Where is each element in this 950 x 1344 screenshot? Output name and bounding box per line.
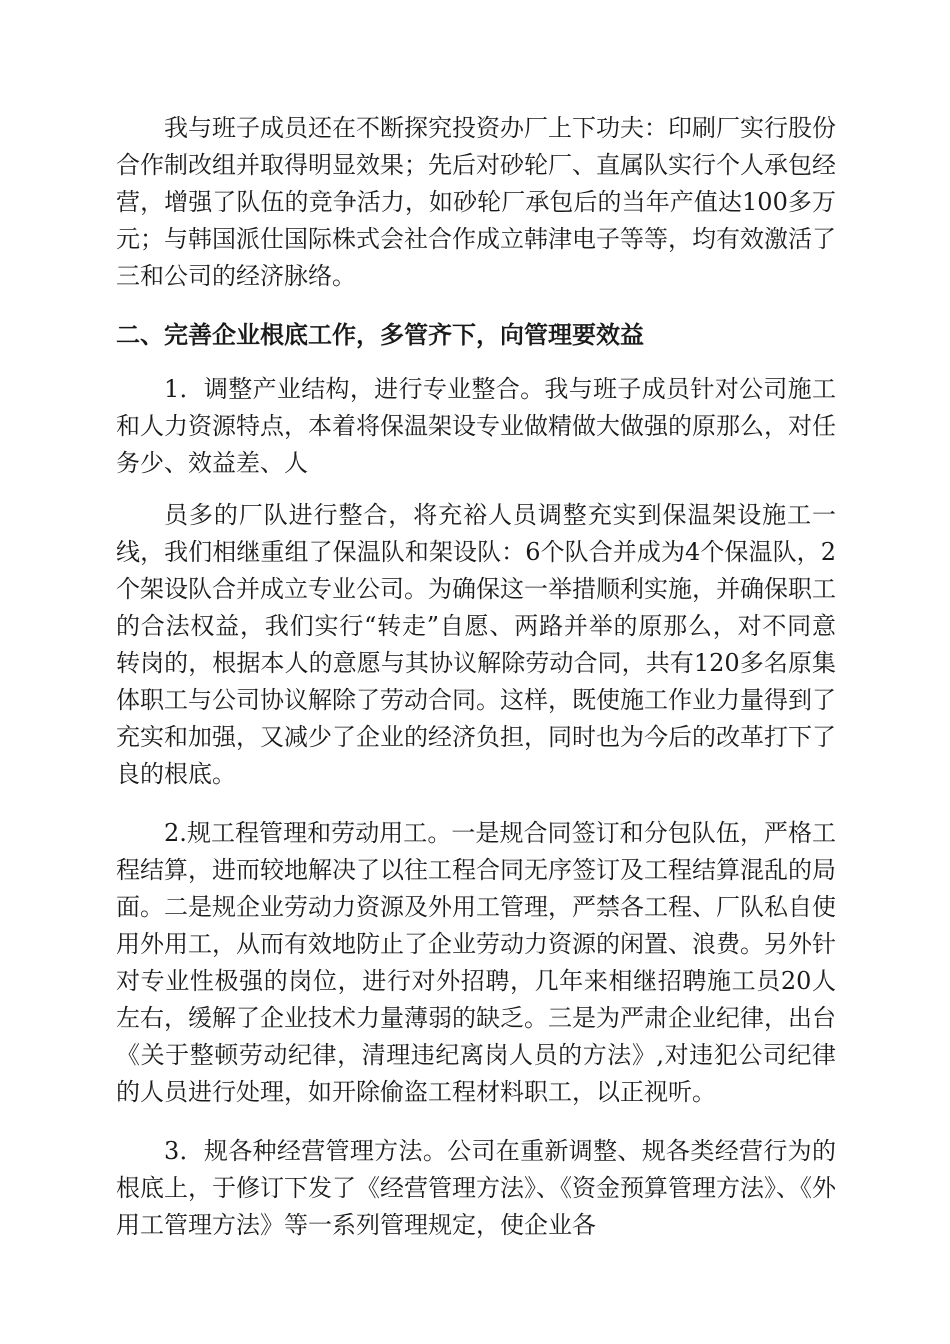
section-heading: 二、完善企业根底工作，多管齐下，向管理要效益 bbox=[116, 321, 644, 349]
paragraph-industry-structure: 1．调整产业结构，进行专业整合。我与班子成员针对公司施工和人力资源特点，本着将保温架设专业做精做大做强的原那么，对任务少、效益差、人 bbox=[116, 375, 836, 477]
paragraph-management-methods: 3．规各种经营管理方法。公司在重新调整、规各类经营行为的根底上，于修订下发了《经营管理方法》、《资金预算管理方法》、《外用工管理方法》等一系列管理规定，使企业各 bbox=[116, 1137, 836, 1239]
paragraph-investment: 我与班子成员还在不断探究投资办厂上下功夫：印刷厂实行股份合作制改组并取得明显效果；先后对砂轮厂、直属队实行个人承包经营，增强了队伍的竞争活力，如砂轮厂承包后的当年产值达100多万元；与韩国派仕国际株式会社合作成立韩津电子等等，均有效激活了三和公司的经济脉络。 bbox=[116, 114, 836, 290]
document-body bbox=[116, 110, 836, 1266]
paragraph-project-management: 2.规工程管理和劳动用工。一是规合同签订和分包队伍，严格工程结算，进而较地解决了以往工程合同无序签订及工程结算混乱的局面。二是规企业劳动力资源及外用工管理，严禁各工程、厂队私自使用外用工，从而有效地防止了企业劳动力资源的闲置、浪费。另外针对专业性极强的岗位，进行对外招聘，几年来相继招聘施工员20人左右，缓解了企业技术力量薄弱的缺乏。三是为严肃企业纪律，出台《关于整顿劳动纪律，清理违纪离岗人员的方法》,对违犯公司纪律的人员进行处理，如开除偷盗工程材料职工，以正视听。 bbox=[116, 819, 836, 1106]
paragraph-team-reorganization: 员多的厂队进行整合，将充裕人员调整充实到保温架设施工一线，我们相继重组了保温队和架设队：6个队合并成为4个保温队，2个架设队合并成立专业公司。为确保这一举措顺利实施，并确保职工的合法权益，我们实行“转走”自愿、两路并举的原那么，对不同意转岗的，根据本人的意愿与其协议解除劳动合同，共有120多名原集体职工与公司协议解除了劳动合同。这样，既使施工作业力量得到了充实和加强，又减少了企业的经济负担，同时也为今后的改革打下了良的根底。 bbox=[116, 501, 836, 788]
